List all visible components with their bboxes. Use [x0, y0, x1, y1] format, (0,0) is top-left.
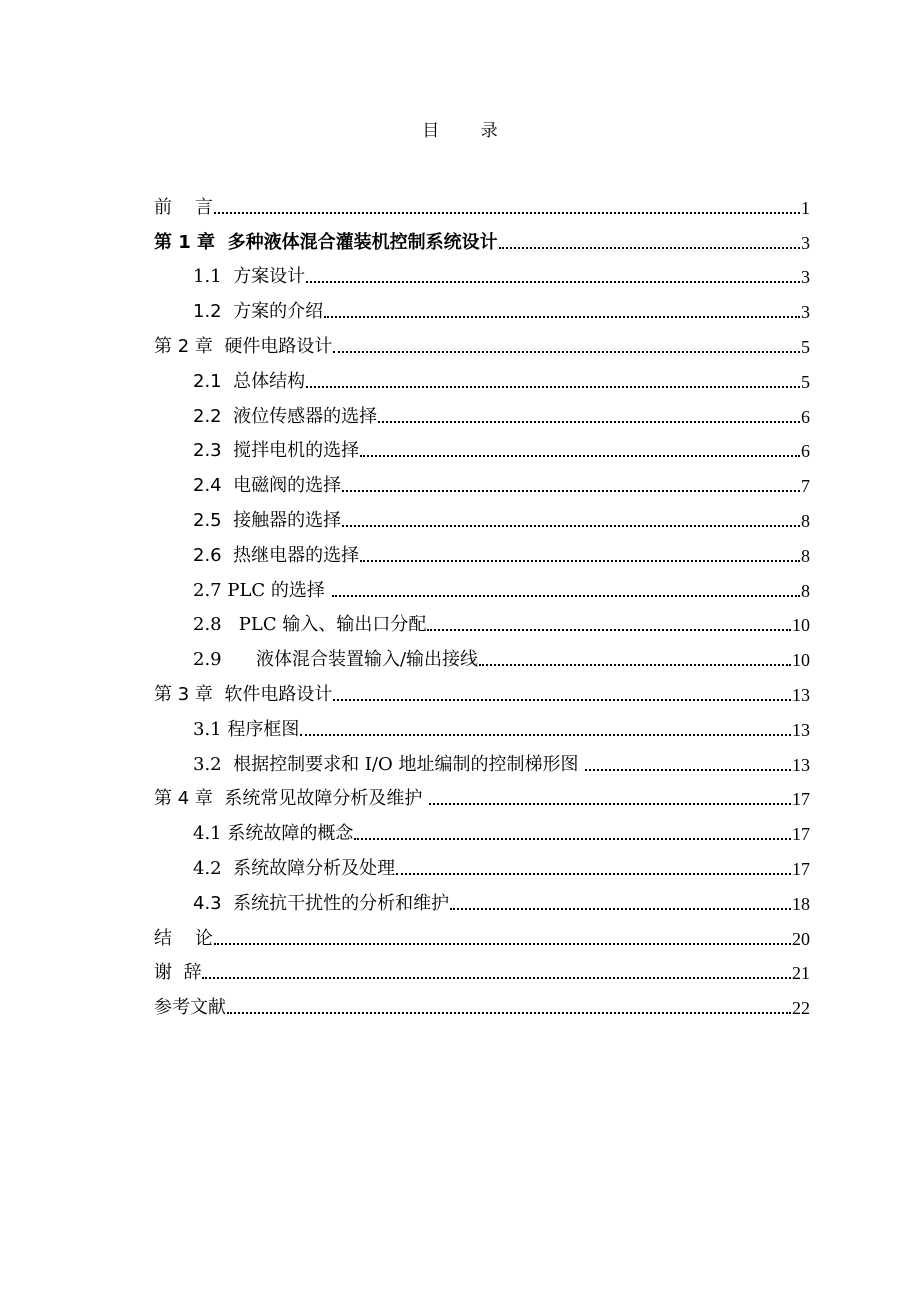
toc-entry-label: 3.1 程序框图	[193, 718, 300, 740]
toc-entry-label: 参考文献	[154, 997, 226, 1019]
toc-entry-section-2-4[interactable]	[154, 462, 810, 497]
dot-leader	[479, 660, 791, 666]
toc-entry-label: 4.3 系统抗干扰性的分析和维护	[193, 892, 450, 914]
toc-entry-page: 18	[792, 893, 810, 914]
toc-entry-page: 22	[792, 998, 810, 1019]
toc-entry-page: 17	[792, 858, 810, 879]
toc-entry-page: 3	[801, 302, 810, 323]
toc-entry-label: 前 言	[154, 196, 213, 218]
toc-entry-label: 第 3 章 软件电路设计	[154, 683, 333, 705]
toc-entry-page: 17	[792, 824, 810, 845]
toc-entry-chapter-1[interactable]	[154, 219, 810, 254]
toc-entry-label: 4.2 系统故障分析及处理	[193, 857, 396, 879]
toc-entry-section-2-6[interactable]	[154, 532, 810, 567]
dot-leader	[333, 347, 800, 353]
dot-leader	[306, 277, 800, 283]
toc-entry-label: 1.2 方案的介绍	[193, 301, 324, 323]
dot-leader	[585, 765, 791, 771]
toc-entry-page: 8	[801, 510, 810, 531]
dot-leader	[360, 451, 800, 457]
toc-entry-section-4-2[interactable]	[154, 845, 810, 880]
toc-entry-label: 谢 辞	[154, 962, 202, 984]
toc-entry-section-2-5[interactable]	[154, 497, 810, 532]
toc-entry-section-2-8[interactable]	[154, 602, 810, 637]
dot-leader	[342, 521, 800, 527]
toc-entry-page: 3	[801, 232, 810, 253]
toc-entry-page: 13	[792, 719, 810, 740]
toc-entry-label: 结 论	[154, 927, 213, 949]
toc-entry-label: 第 2 章 硬件电路设计	[154, 335, 333, 357]
toc-entry-page: 8	[801, 580, 810, 601]
toc-entry-chapter-2[interactable]	[154, 323, 810, 358]
table-of-contents	[154, 184, 810, 1019]
dot-leader	[306, 382, 800, 388]
dot-leader	[333, 695, 791, 701]
toc-entry-acknowledgements[interactable]	[154, 950, 810, 985]
toc-entry-label: 3.2 根据控制要求和 I/O 地址编制的控制梯形图	[193, 753, 585, 775]
dot-leader	[324, 312, 800, 318]
page-title: 目 录	[422, 121, 516, 141]
toc-entry-page: 3	[801, 267, 810, 288]
toc-entry-page: 21	[792, 963, 810, 984]
toc-entry-page: 17	[792, 789, 810, 810]
toc-entry-label: 2.8 PLC 输入、输出口分配	[193, 614, 427, 636]
toc-entry-label: 2.3 搅拌电机的选择	[193, 440, 360, 462]
toc-entry-label: 2.6 热继电器的选择	[193, 544, 360, 566]
toc-entry-page: 13	[792, 754, 810, 775]
toc-entry-section-2-1[interactable]	[154, 358, 810, 393]
toc-entry-label: 2.9 液体混合装置输入/输出接线	[193, 649, 479, 671]
toc-entry-label: 1.1 方案设计	[193, 266, 306, 288]
toc-entry-page: 5	[801, 371, 810, 392]
dot-leader	[227, 1008, 791, 1014]
toc-entry-page: 10	[792, 615, 810, 636]
dot-leader	[354, 834, 791, 840]
toc-entry-references[interactable]	[154, 984, 810, 1019]
toc-entry-section-2-2[interactable]	[154, 393, 810, 428]
toc-entry-page: 6	[801, 406, 810, 427]
toc-entry-conclusion[interactable]	[154, 915, 810, 950]
toc-entry-page: 10	[792, 650, 810, 671]
dot-leader	[214, 939, 791, 945]
dot-leader	[499, 243, 800, 249]
toc-entry-section-1-1[interactable]	[154, 254, 810, 289]
toc-entry-section-1-2[interactable]	[154, 288, 810, 323]
toc-entry-page: 5	[801, 336, 810, 357]
toc-entry-label: 2.1 总体结构	[193, 370, 306, 392]
dot-leader	[202, 973, 791, 979]
toc-entry-label: 第 4 章 系统常见故障分析及维护	[154, 788, 429, 810]
toc-entry-label: 2.5 接触器的选择	[193, 509, 342, 531]
toc-entry-label: 第 1 章 多种液体混合灌装机控制系统设计	[154, 231, 498, 253]
dot-leader	[378, 417, 800, 423]
dot-leader	[396, 869, 791, 875]
toc-entry-label: 2.4 电磁阀的选择	[193, 475, 342, 497]
dot-leader	[300, 730, 791, 736]
toc-entry-page: 13	[792, 684, 810, 705]
toc-entry-section-3-1[interactable]	[154, 706, 810, 741]
dot-leader	[429, 799, 791, 805]
toc-entry-preface[interactable]	[154, 184, 810, 219]
toc-entry-section-2-3[interactable]	[154, 428, 810, 463]
toc-entry-label: 2.2 液位传感器的选择	[193, 405, 378, 427]
dot-leader	[214, 208, 800, 214]
toc-entry-section-3-2[interactable]	[154, 741, 810, 776]
toc-entry-page: 6	[801, 441, 810, 462]
toc-entry-label: 4.1 系统故障的概念	[193, 823, 354, 845]
toc-entry-section-2-7[interactable]	[154, 567, 810, 602]
dot-leader	[450, 904, 791, 910]
toc-entry-chapter-3[interactable]	[154, 671, 810, 706]
dot-leader	[332, 591, 800, 597]
toc-entry-section-2-9[interactable]	[154, 636, 810, 671]
dot-leader	[427, 625, 791, 631]
toc-entry-page: 8	[801, 545, 810, 566]
toc-entry-label: 2.7 PLC 的选择	[193, 579, 331, 601]
toc-entry-page: 7	[801, 476, 810, 497]
toc-entry-page: 20	[792, 928, 810, 949]
toc-entry-section-4-3[interactable]	[154, 880, 810, 915]
toc-entry-chapter-4[interactable]	[154, 776, 810, 811]
toc-entry-section-4-1[interactable]	[154, 810, 810, 845]
dot-leader	[360, 556, 800, 562]
dot-leader	[342, 486, 800, 492]
toc-entry-page: 1	[801, 197, 810, 218]
